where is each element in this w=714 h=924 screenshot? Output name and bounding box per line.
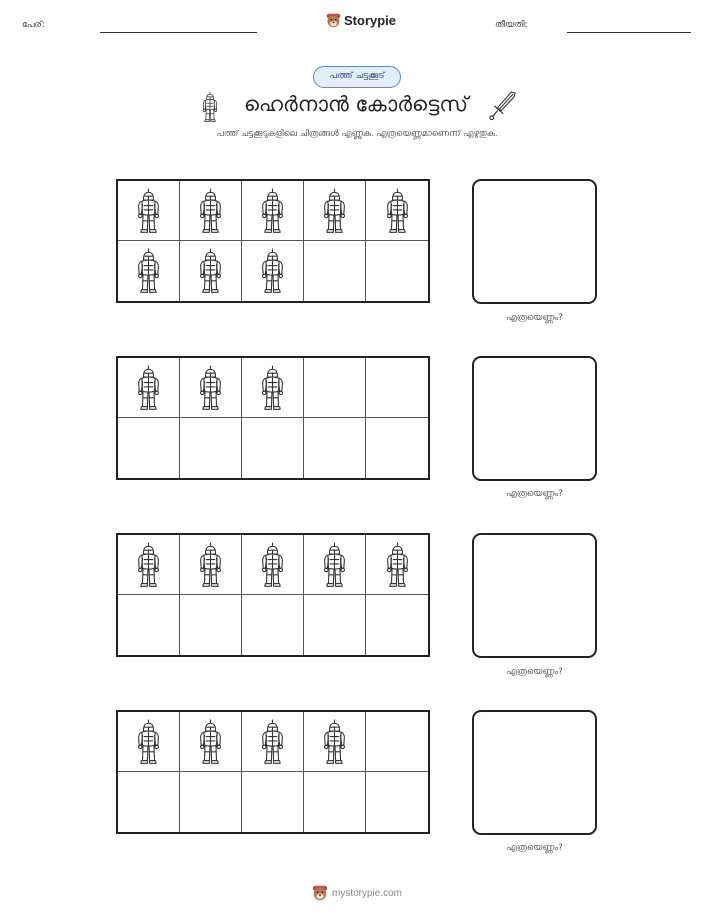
ten-frame-cell (118, 772, 180, 832)
knight-icon (259, 188, 286, 234)
ten-frame-cell (242, 418, 304, 478)
ten-frame-cell (242, 712, 304, 772)
ten-frame-cell (304, 595, 366, 655)
ten-frame-cell (118, 595, 180, 655)
knight-icon (259, 365, 286, 411)
ten-frame-cell (366, 712, 428, 772)
ten-frame-cell (242, 595, 304, 655)
ten-frame-cell (304, 358, 366, 418)
ten-frame-cell (242, 358, 304, 418)
knight-icon (197, 719, 224, 765)
knight-icon (135, 719, 162, 765)
ten-frame-cell (180, 772, 242, 832)
answer-prompt-4: എത്രയെണ്ണം? (506, 843, 563, 853)
ten-frame-cell (180, 712, 242, 772)
name-field[interactable] (100, 32, 257, 33)
name-label: പേര്: (22, 20, 45, 30)
sword-icon (489, 90, 517, 124)
brand-name: Storypie (344, 13, 397, 28)
knight-icon (321, 719, 348, 765)
ten-frame-cell (304, 418, 366, 478)
ten-frame-cell (242, 535, 304, 595)
ten-frame-cell (242, 181, 304, 241)
answer-prompt-2: എത്രയെണ്ണം? (506, 489, 563, 499)
knight-icon (384, 542, 411, 588)
ten-frame-cell (118, 358, 180, 418)
ten-frame-2 (116, 356, 430, 480)
ten-frame-4 (116, 710, 430, 834)
footer (0, 885, 714, 901)
date-field[interactable] (567, 32, 691, 33)
ten-frame-cell (180, 358, 242, 418)
instructions: പത്ത് ചട്ടക്കൂടുകളിലെ ചിത്രങ്ങൾ എണ്ണുക. എത്രയെണ്ണമാണെന്ന് എഴുതുക. (216, 129, 498, 139)
knight-icon (259, 719, 286, 765)
answer-box-4[interactable] (472, 710, 597, 835)
knight-icon (197, 188, 224, 234)
ten-frame-cell (366, 535, 428, 595)
knight-icon (321, 542, 348, 588)
knight-icon (197, 365, 224, 411)
ten-frame-cell (304, 712, 366, 772)
knight-icon (197, 542, 224, 588)
ten-frame-cell (304, 241, 366, 301)
ten-frame-cell (366, 418, 428, 478)
title-row (0, 88, 714, 126)
ten-frame-cell (366, 772, 428, 832)
page-title: ഹെർനാൻ കോർട്ടെസ് (243, 92, 469, 116)
storypie-bear-icon (326, 13, 341, 28)
ten-frame-cell (242, 241, 304, 301)
ten-frame-cell (118, 181, 180, 241)
ten-frame-cell (366, 181, 428, 241)
answer-box-2[interactable] (472, 356, 597, 481)
answer-box-1[interactable] (472, 179, 597, 304)
date-label: തീയതി: (495, 20, 528, 30)
knight-icon (321, 188, 348, 234)
ten-frame-cell (304, 772, 366, 832)
ten-frame-cell (180, 181, 242, 241)
ten-frame-cell (304, 535, 366, 595)
knight-icon (197, 248, 224, 294)
ten-frame-cell (242, 772, 304, 832)
knight-icon (259, 542, 286, 588)
ten-frame-cell (304, 181, 366, 241)
footer-url[interactable]: mystorypie.com (331, 887, 402, 899)
ten-frame-cell (366, 241, 428, 301)
ten-frame-cell (180, 595, 242, 655)
answer-prompt-3: എത്രയെണ്ണം? (506, 667, 563, 677)
ten-frame-1 (116, 179, 430, 303)
knight-icon (135, 542, 162, 588)
knight-icon (135, 365, 162, 411)
ten-frame-cell (118, 712, 180, 772)
knight-icon (384, 188, 411, 234)
ten-frame-cell (118, 418, 180, 478)
ten-frame-cell (366, 595, 428, 655)
answer-prompt-1: എത്രയെണ്ണം? (506, 313, 563, 323)
knight-icon (201, 91, 219, 123)
ten-frame-cell (180, 241, 242, 301)
worksheet-type-badge: പത്ത് ചട്ടക്കൂട് (313, 66, 401, 88)
answer-box-3[interactable] (472, 533, 597, 658)
storypie-bear-icon (312, 885, 328, 901)
knight-icon (135, 248, 162, 294)
ten-frame-cell (118, 241, 180, 301)
ten-frame-cell (180, 535, 242, 595)
ten-frame-cell (180, 418, 242, 478)
knight-icon (135, 188, 162, 234)
ten-frame-cell (118, 535, 180, 595)
ten-frame-cell (366, 358, 428, 418)
brand (326, 13, 396, 28)
ten-frame-3 (116, 533, 430, 657)
knight-icon (259, 248, 286, 294)
